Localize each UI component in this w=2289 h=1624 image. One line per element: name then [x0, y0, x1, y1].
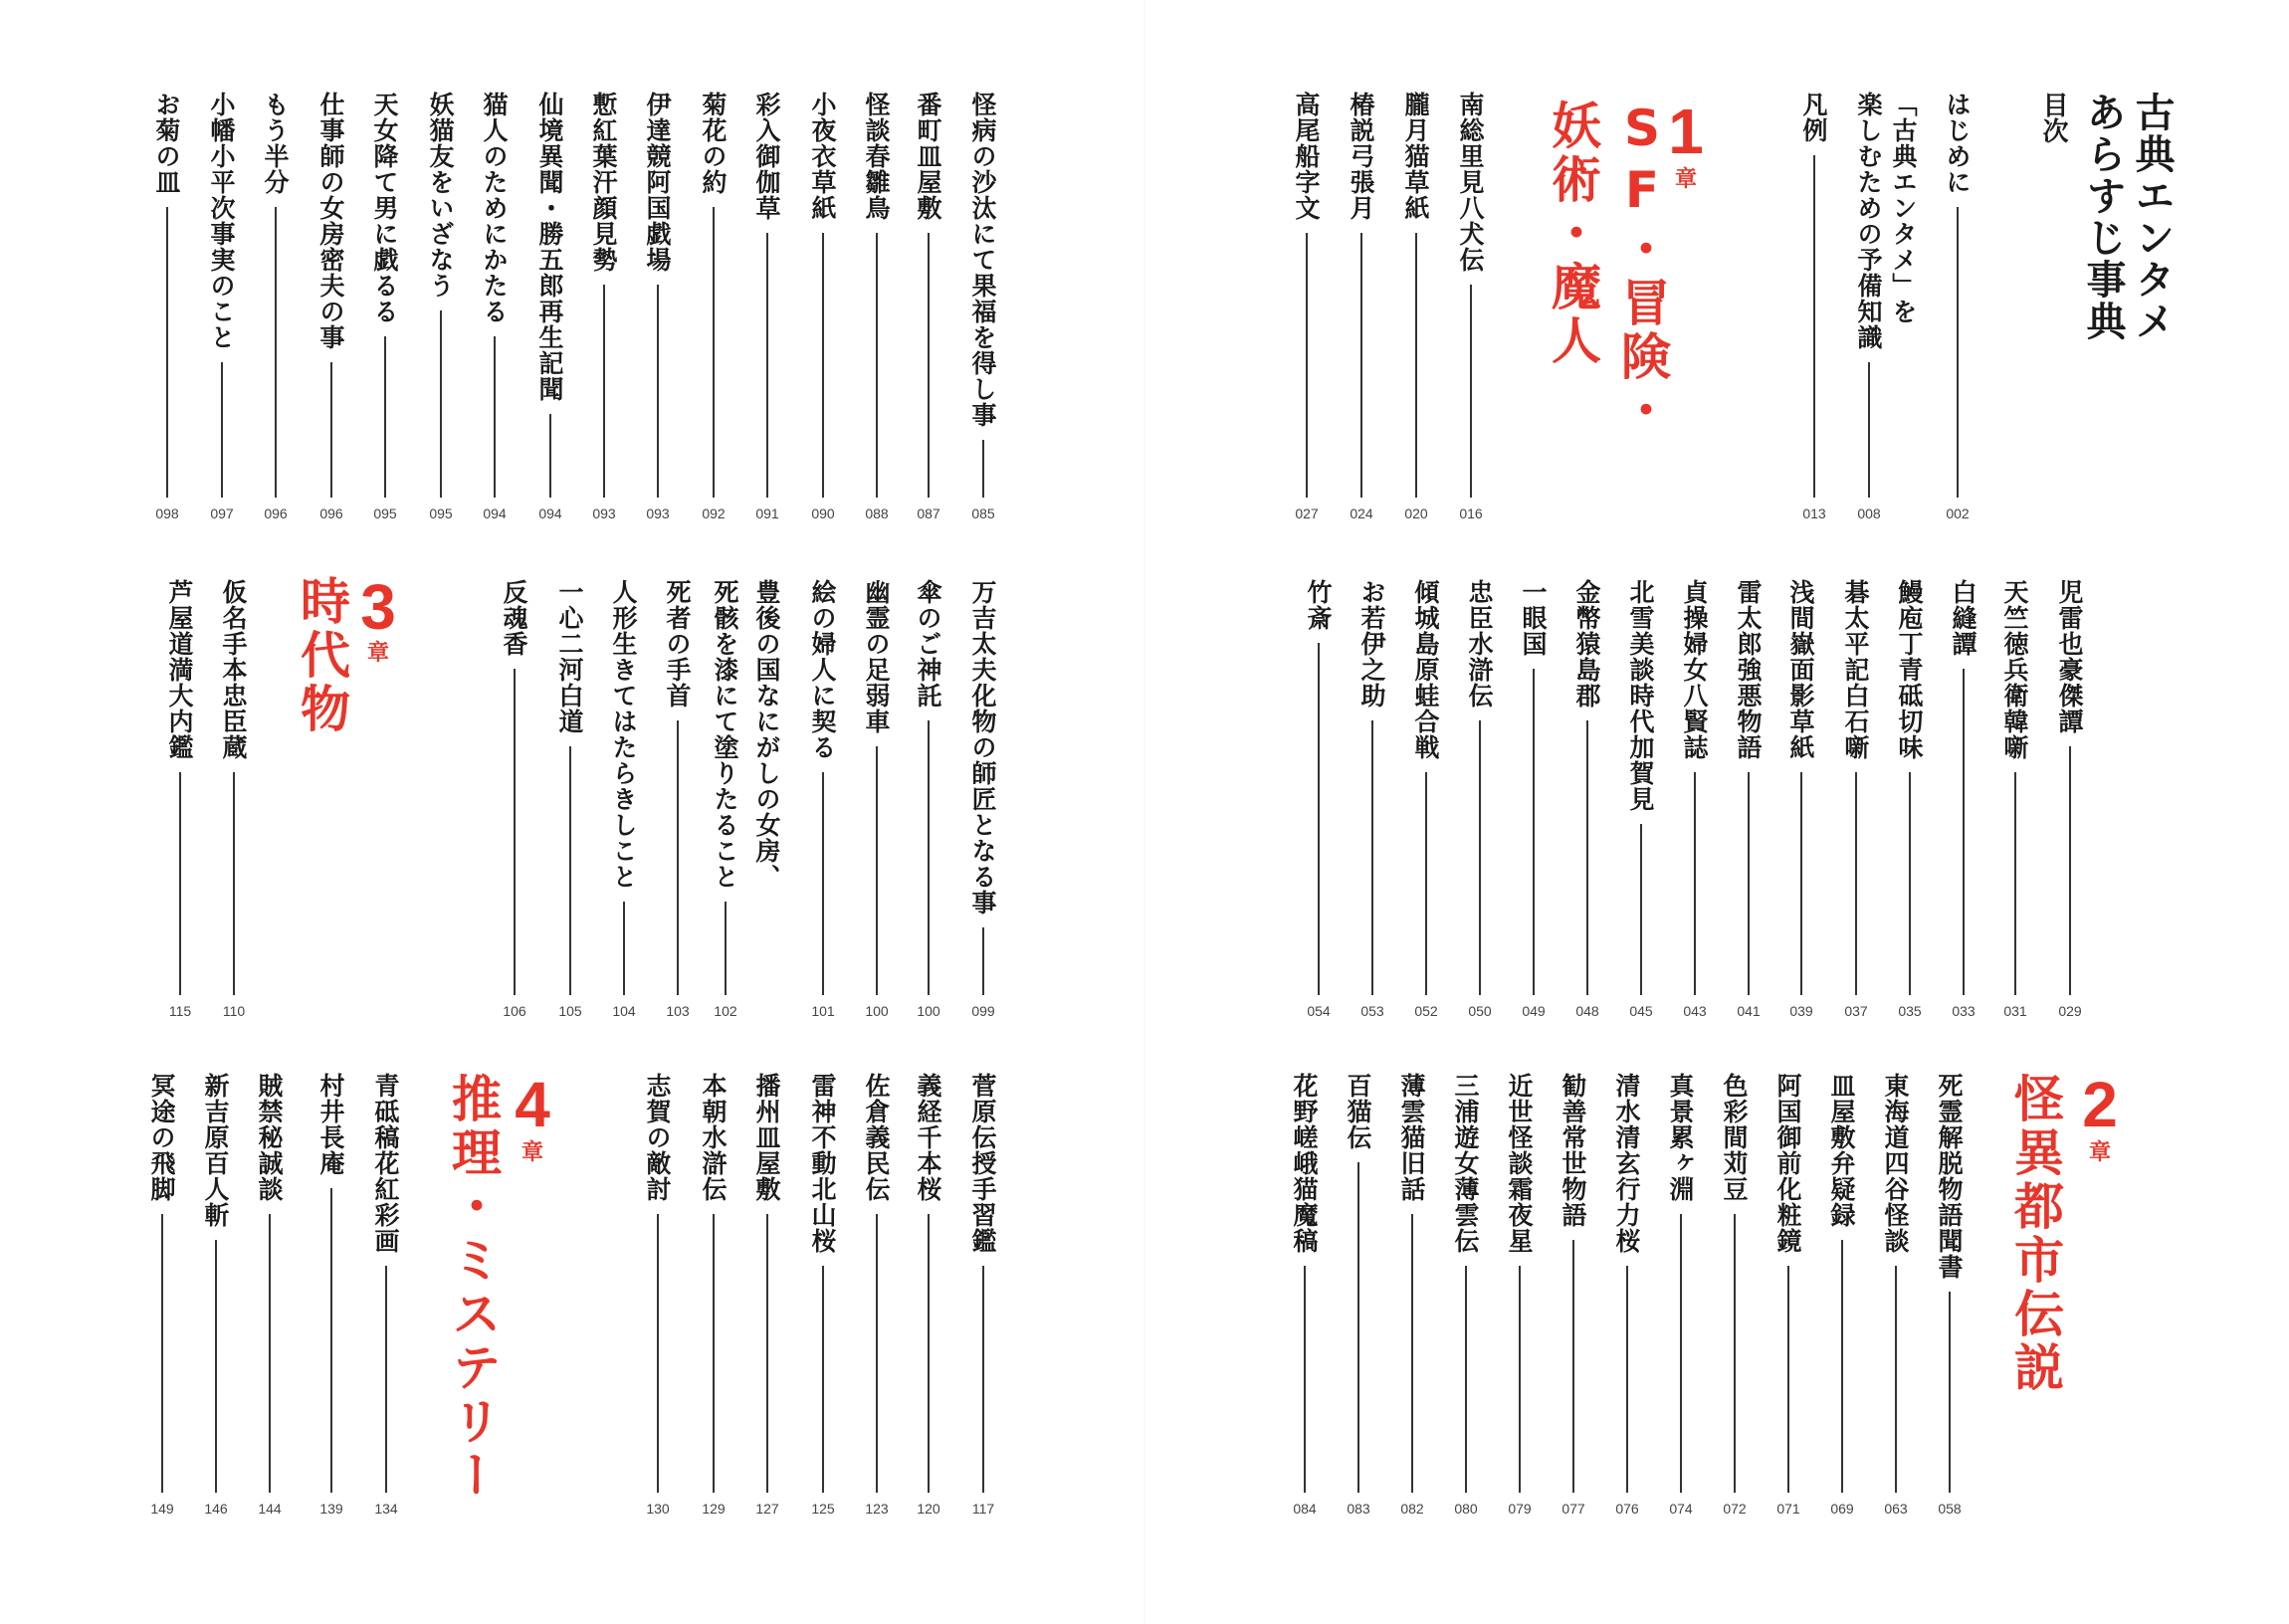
toc-entry-title[interactable]: 志賀の敵討: [643, 1073, 672, 1202]
toc-leader-line: [494, 336, 496, 498]
toc-page-number[interactable]: 069: [1830, 1501, 1854, 1517]
chapter-2-title: 怪異都市伝説: [2006, 1073, 2064, 1395]
toc-page-number[interactable]: 035: [1898, 1003, 1922, 1019]
toc-page-number[interactable]: 082: [1400, 1501, 1424, 1517]
toc-leader-line: [1411, 1214, 1413, 1493]
toc-leader-line: [982, 1266, 984, 1493]
toc-page-number[interactable]: 139: [319, 1501, 343, 1517]
toc-page-number[interactable]: 063: [1884, 1501, 1908, 1517]
chapter-2-number: 2: [2082, 1069, 2118, 1140]
toc-entry-title[interactable]: 児雷也豪傑譚: [2055, 579, 2084, 734]
toc-leader-line: [1957, 207, 1959, 498]
toc-page-number[interactable]: 096: [319, 506, 343, 521]
toc-page-number[interactable]: 104: [612, 1003, 636, 1019]
toc-leader-line: [1318, 643, 1320, 995]
toc-leader-line: [822, 1266, 824, 1493]
toc-leader-line: [1813, 155, 1815, 498]
toc-leader-line: [822, 772, 824, 995]
toc-entry-title[interactable]: 番町皿屋敷: [914, 92, 942, 221]
toc-entry-title[interactable]: 浅間嶽面影草紙: [1786, 579, 1815, 760]
toc-entry-title[interactable]: 東海道四谷怪談: [1881, 1073, 1910, 1254]
toc-leader-line: [623, 902, 625, 995]
toc-leader-line: [385, 1266, 387, 1493]
toc-entry-title[interactable]: 怪病の沙汰にて果福を得し事: [968, 92, 997, 428]
toc-leader-line: [440, 310, 442, 498]
toc-leader-line: [1586, 720, 1588, 995]
toc-leader-line: [928, 1214, 930, 1493]
toc-page-number[interactable]: 002: [1946, 506, 1970, 521]
toc-leader-line: [2069, 746, 2071, 995]
toc-entry-title[interactable]: 椿説弓張月: [1347, 92, 1375, 221]
toc-page-number[interactable]: 090: [811, 506, 835, 521]
toc-page-number[interactable]: 088: [865, 506, 889, 521]
toc-entry-title[interactable]: 慙紅葉汗顔見勢: [589, 92, 618, 273]
toc-leader-line: [876, 233, 878, 498]
book-title-line1: 古典エンタメ: [2129, 92, 2175, 342]
chapter-1-suffix: 章: [1674, 167, 1697, 192]
toc-page-number[interactable]: 130: [646, 1501, 670, 1517]
toc-entry-title[interactable]: 豊後の国なにがしの女房、: [752, 579, 781, 890]
toc-entry-title[interactable]: 皿屋敷弁疑録: [1827, 1073, 1856, 1228]
toc-page-number[interactable]: 027: [1295, 506, 1319, 521]
toc-entry-title[interactable]: 高尾船字文: [1292, 92, 1321, 221]
toc-page-number[interactable]: 117: [971, 1501, 995, 1517]
toc-page-number[interactable]: 100: [865, 1003, 889, 1019]
toc-leader-line: [1909, 772, 1911, 995]
toc-leader-line: [725, 902, 727, 995]
toc-leader-line: [330, 1188, 332, 1493]
toc-leader-line: [161, 1214, 163, 1493]
toc-entry-title[interactable]: 小夜衣草紙: [808, 92, 837, 221]
toc-entry-title[interactable]: 阿国御前化粧鏡: [1773, 1073, 1802, 1254]
toc-entry-title[interactable]: 絵の婦人に契る: [808, 579, 837, 760]
toc-page-number[interactable]: 095: [429, 506, 453, 521]
toc-entry-title[interactable]: 百猫伝: [1344, 1073, 1372, 1150]
toc-page-number[interactable]: 079: [1508, 1501, 1532, 1517]
toc-entry-title[interactable]: 本朝水滸伝: [699, 1073, 728, 1202]
toc-page-number[interactable]: 052: [1414, 1003, 1438, 1019]
chapter-1-number: 1: [1668, 96, 1704, 167]
toc-leader-line: [766, 233, 768, 498]
toc-leader-line: [215, 1240, 217, 1493]
toc-page-number[interactable]: 076: [1615, 1501, 1639, 1517]
toc-leader-line: [1304, 1266, 1306, 1493]
toc-page-number[interactable]: 072: [1723, 1501, 1747, 1517]
toc-entry-title[interactable]: もう半分: [261, 92, 290, 195]
toc-entry-title[interactable]: 薄雲猫旧話: [1397, 1073, 1426, 1202]
toc-entry-title[interactable]: 佐倉義民伝: [862, 1073, 891, 1202]
toc-page-number[interactable]: 103: [666, 1003, 690, 1019]
toc-entry-title[interactable]: 芦屋道満大内鑑: [165, 579, 194, 760]
toc-entry-title[interactable]: 忠臣水滸伝: [1465, 579, 1494, 709]
toc-entry-title[interactable]: 南総里見八犬伝: [1456, 92, 1485, 273]
book-title-line2: あらすじ事典: [2080, 92, 2126, 342]
toc-entry-title[interactable]: 雷太郎強悪物語: [1734, 579, 1763, 760]
toc-page-number[interactable]: 031: [2003, 1003, 2027, 1019]
toc-leader-line: [514, 669, 516, 995]
toc-leader-line: [179, 772, 181, 995]
toc-entry-title[interactable]: 死者の手首: [663, 579, 692, 709]
toc-leader-line: [269, 1214, 271, 1493]
toc-entry-title[interactable]: 反魂香: [500, 579, 528, 657]
toc-page-number[interactable]: 053: [1360, 1003, 1384, 1019]
toc-entry-title[interactable]: 怪談春雛鳥: [862, 92, 891, 221]
toc-page-number[interactable]: 020: [1404, 506, 1428, 521]
toc-entry-title[interactable]: 金幣猿島郡: [1572, 579, 1601, 709]
chapter-2-suffix: 章: [2088, 1140, 2111, 1165]
toc-leader-line: [713, 207, 715, 498]
toc-page-number[interactable]: 085: [971, 506, 995, 521]
toc-leader-line: [1415, 233, 1417, 498]
toc-entry-title[interactable]: 凡例: [1799, 92, 1828, 143]
toc-page-number[interactable]: 106: [503, 1003, 526, 1019]
toc-leader-line: [657, 285, 659, 498]
toc-page-number[interactable]: 037: [1844, 1003, 1868, 1019]
toc-entry-title[interactable]: 仮名手本忠臣蔵: [219, 579, 248, 760]
toc-entry-title[interactable]: 青砥稿花紅彩画: [371, 1073, 400, 1254]
toc-leader-line: [1694, 772, 1696, 995]
toc-page-number[interactable]: 077: [1561, 1501, 1585, 1517]
toc-page-number[interactable]: 144: [258, 1501, 282, 1517]
toc-entry-title[interactable]: 幽霊の足弱車: [862, 579, 891, 734]
chapter-1-title-line2: 妖術・魔人: [1544, 100, 1601, 368]
toc-entry-title[interactable]: 天女降て男に戯るる: [370, 92, 399, 324]
toc-entry-title[interactable]: 賊禁秘誠談: [255, 1073, 284, 1202]
toc-page-number[interactable]: 094: [538, 506, 562, 521]
toc-leader-line: [1748, 772, 1750, 995]
toc-leader-line: [1855, 772, 1857, 995]
toc-entry-title[interactable]: 播州皿屋敷: [752, 1073, 781, 1202]
toc-page-number[interactable]: 016: [1459, 506, 1483, 521]
toc-entry-title[interactable]: 冥途の飛脚: [147, 1073, 176, 1202]
toc-entry-title[interactable]: 傾城島原蛙合戦: [1411, 579, 1440, 760]
toc-leader-line: [1360, 233, 1362, 498]
toc-label: 目次: [2038, 92, 2068, 143]
toc-entry-title[interactable]: 天竺徳兵衛韓噺: [2000, 579, 2029, 760]
toc-leader-line: [1640, 824, 1642, 995]
toc-leader-line: [928, 720, 930, 995]
toc-entry-title[interactable]: 妖猫友をいざなう: [426, 92, 455, 299]
toc-entry-title[interactable]: 朧月猫草紙: [1401, 92, 1430, 221]
toc-leader-line: [1425, 772, 1427, 995]
toc-leader-line: [657, 1214, 659, 1493]
toc-entry-title[interactable]: 小幡小平次事実のこと: [207, 92, 236, 350]
toc-page-number[interactable]: 123: [865, 1501, 889, 1517]
toc-entry-title[interactable]: 新吉原百人斬: [201, 1073, 230, 1228]
toc-page-number[interactable]: 087: [917, 506, 940, 521]
toc-leader-line: [1626, 1266, 1628, 1493]
toc-entry-title[interactable]: 清水清玄行力桜: [1612, 1073, 1641, 1254]
toc-page-number[interactable]: 045: [1629, 1003, 1653, 1019]
toc-entry-title[interactable]: 色彩間苅豆: [1720, 1073, 1749, 1202]
toc-leader-line: [1868, 362, 1870, 498]
toc-page-number[interactable]: 049: [1522, 1003, 1546, 1019]
toc-page-number[interactable]: 008: [1857, 506, 1881, 521]
toc-leader-line: [1841, 1240, 1843, 1493]
toc-page-number[interactable]: 071: [1776, 1501, 1800, 1517]
toc-leader-line: [1572, 1240, 1574, 1493]
toc-page-number[interactable]: 110: [222, 1003, 246, 1019]
toc-entry-title[interactable]: 真景累ヶ淵: [1666, 1073, 1695, 1202]
toc-leader-line: [233, 772, 235, 995]
toc-page-number[interactable]: 125: [811, 1501, 835, 1517]
toc-leader-line: [1465, 1266, 1467, 1493]
toc-page-number[interactable]: 095: [373, 506, 397, 521]
toc-entry-title[interactable]: 勧善常世物語: [1559, 1073, 1587, 1228]
chapter-4-title: 推理・ミステリー: [444, 1073, 502, 1503]
toc-page-number[interactable]: 134: [374, 1501, 398, 1517]
toc-entry-title[interactable]: 死霊解脱物語聞書: [1935, 1073, 1964, 1280]
toc-page-number[interactable]: 097: [210, 506, 234, 521]
toc-page-number[interactable]: 029: [2058, 1003, 2082, 1019]
toc-leader-line: [1357, 1162, 1359, 1493]
toc-page-number[interactable]: 120: [917, 1501, 940, 1517]
toc-entry-title[interactable]: 近世怪談霜夜星: [1505, 1073, 1534, 1254]
toc-page-number[interactable]: 099: [971, 1003, 995, 1019]
chapter-4-suffix: 章: [520, 1140, 543, 1165]
toc-entry-title[interactable]: 竹斎: [1304, 579, 1333, 631]
toc-page-number[interactable]: 096: [264, 506, 288, 521]
toc-entry-title[interactable]: 死骸を漆にて塗りたること: [711, 579, 739, 890]
toc-page-number[interactable]: 058: [1938, 1501, 1962, 1517]
toc-page-number[interactable]: 074: [1669, 1501, 1693, 1517]
toc-page-number[interactable]: 100: [917, 1003, 940, 1019]
toc-leader-line: [2014, 772, 2016, 995]
toc-entry-title[interactable]: 三浦遊女薄雲伝: [1451, 1073, 1480, 1254]
toc-leader-line: [384, 336, 386, 498]
toc-entry-title[interactable]: はじめに: [1943, 92, 1972, 195]
toc-entry-title[interactable]: 楽しむための予備知識: [1854, 92, 1883, 350]
toc-entry-title[interactable]: 菅原伝授手習鑑: [968, 1073, 997, 1254]
toc-entry-title[interactable]: 「古典エンタメ」を: [1889, 92, 1918, 324]
toc-leader-line: [1734, 1214, 1736, 1493]
toc-entry-title[interactable]: 北雪美談時代加賀見: [1626, 579, 1655, 812]
toc-entry-title[interactable]: 義経千本桜: [914, 1073, 942, 1202]
toc-leader-line: [1800, 772, 1802, 995]
toc-page-number[interactable]: 101: [811, 1003, 835, 1019]
toc-leader-line: [1470, 285, 1472, 498]
toc-leader-line: [166, 207, 168, 498]
toc-entry-title[interactable]: 彩入御伽草: [752, 92, 781, 221]
toc-entry-title[interactable]: お菊の皿: [152, 92, 181, 195]
toc-entry-title[interactable]: 猫人のためにかたる: [480, 92, 509, 324]
toc-page-number[interactable]: 149: [150, 1501, 174, 1517]
toc-leader-line: [221, 362, 223, 498]
toc-page-number[interactable]: 093: [592, 506, 616, 521]
toc-page-number[interactable]: 094: [483, 506, 507, 521]
toc-leader-line: [603, 285, 605, 498]
toc-leader-line: [1949, 1292, 1951, 1493]
toc-page-number[interactable]: 098: [155, 506, 179, 521]
toc-page-number[interactable]: 084: [1293, 1501, 1317, 1517]
toc-page-number[interactable]: 105: [558, 1003, 582, 1019]
toc-leader-line: [330, 362, 332, 498]
toc-leader-line: [1895, 1266, 1897, 1493]
toc-page-number[interactable]: 024: [1350, 506, 1373, 521]
toc-entry-title[interactable]: 碁太平記白石噺: [1841, 579, 1870, 760]
toc-page-number[interactable]: 146: [204, 1501, 228, 1517]
toc-page-number[interactable]: 127: [755, 1501, 779, 1517]
toc-leader-line: [928, 233, 930, 498]
toc-entry-title[interactable]: 村井長庵: [316, 1073, 345, 1176]
toc-page-number[interactable]: 080: [1454, 1501, 1478, 1517]
toc-leader-line: [876, 1214, 878, 1493]
toc-page-number[interactable]: 083: [1347, 1501, 1370, 1517]
toc-leader-line: [677, 720, 679, 995]
toc-entry-title[interactable]: 白縫譚: [1949, 579, 1977, 657]
toc-entry-title[interactable]: 仕事師の女房密夫の事: [316, 92, 345, 350]
toc-page-number[interactable]: 093: [646, 506, 670, 521]
toc-entry-title[interactable]: 雷神不動北山桜: [808, 1073, 837, 1254]
toc-leader-line: [1680, 1214, 1682, 1493]
toc-leader-line: [982, 927, 984, 995]
toc-leader-line: [1963, 669, 1965, 995]
toc-page-number[interactable]: 115: [168, 1003, 192, 1019]
chapter-1-title-line1: SF・冒険・: [1613, 100, 1671, 438]
toc-page-number[interactable]: 102: [714, 1003, 737, 1019]
toc-page-number[interactable]: 041: [1737, 1003, 1761, 1019]
toc-entry-title[interactable]: 一眼国: [1519, 579, 1548, 657]
toc-leader-line: [876, 746, 878, 995]
toc-leader-line: [1533, 669, 1535, 995]
toc-leader-line: [549, 414, 551, 498]
toc-entry-title[interactable]: 花野嵯峨猫魔稿: [1290, 1073, 1319, 1254]
toc-page-number[interactable]: 054: [1307, 1003, 1331, 1019]
toc-page-number[interactable]: 092: [702, 506, 726, 521]
toc-entry-title[interactable]: お若伊之助: [1357, 579, 1386, 709]
toc-leader-line: [982, 440, 984, 498]
toc-page-number[interactable]: 033: [1952, 1003, 1976, 1019]
toc-leader-line: [275, 207, 277, 498]
toc-leader-line: [1479, 720, 1481, 995]
toc-leader-line: [1787, 1266, 1789, 1493]
toc-entry-title[interactable]: 菊花の約: [699, 92, 728, 195]
toc-page-number[interactable]: 043: [1683, 1003, 1707, 1019]
toc-leader-line: [713, 1214, 715, 1493]
toc-page-number[interactable]: 129: [702, 1501, 726, 1517]
toc-page-number[interactable]: 048: [1575, 1003, 1599, 1019]
toc-entry-title[interactable]: 貞操婦女八賢誌: [1680, 579, 1709, 760]
chapter-4-number: 4: [515, 1069, 550, 1140]
toc-entry-title[interactable]: 鰻庖丁青砥切味: [1895, 579, 1924, 760]
toc-leader-line: [1306, 233, 1308, 498]
toc-entry-title[interactable]: 万吉太夫化物の師匠となる事: [968, 579, 997, 915]
toc-leader-line: [766, 1214, 768, 1493]
chapter-3-suffix: 章: [366, 641, 389, 666]
toc-page-number[interactable]: 050: [1468, 1003, 1492, 1019]
chapter-3-number: 3: [360, 571, 396, 643]
toc-entry-title[interactable]: 一心二河白道: [555, 579, 584, 734]
chapter-3-title: 時代物: [293, 575, 350, 736]
toc-leader-line: [1519, 1266, 1521, 1493]
toc-leader-line: [822, 233, 824, 498]
toc-entry-title[interactable]: 傘のご神託: [914, 579, 942, 709]
toc-leader-line: [1371, 720, 1373, 995]
toc-page-number[interactable]: 039: [1789, 1003, 1813, 1019]
toc-entry-title[interactable]: 人形生きてはたらきしこと: [609, 579, 638, 890]
toc-entry-title[interactable]: 伊達競阿国戯場: [643, 92, 672, 273]
toc-leader-line: [569, 746, 571, 995]
toc-page-number[interactable]: 013: [1802, 506, 1826, 521]
toc-entry-title[interactable]: 仙境異聞・勝五郎再生記聞: [535, 92, 564, 402]
toc-page-number[interactable]: 091: [755, 506, 779, 521]
